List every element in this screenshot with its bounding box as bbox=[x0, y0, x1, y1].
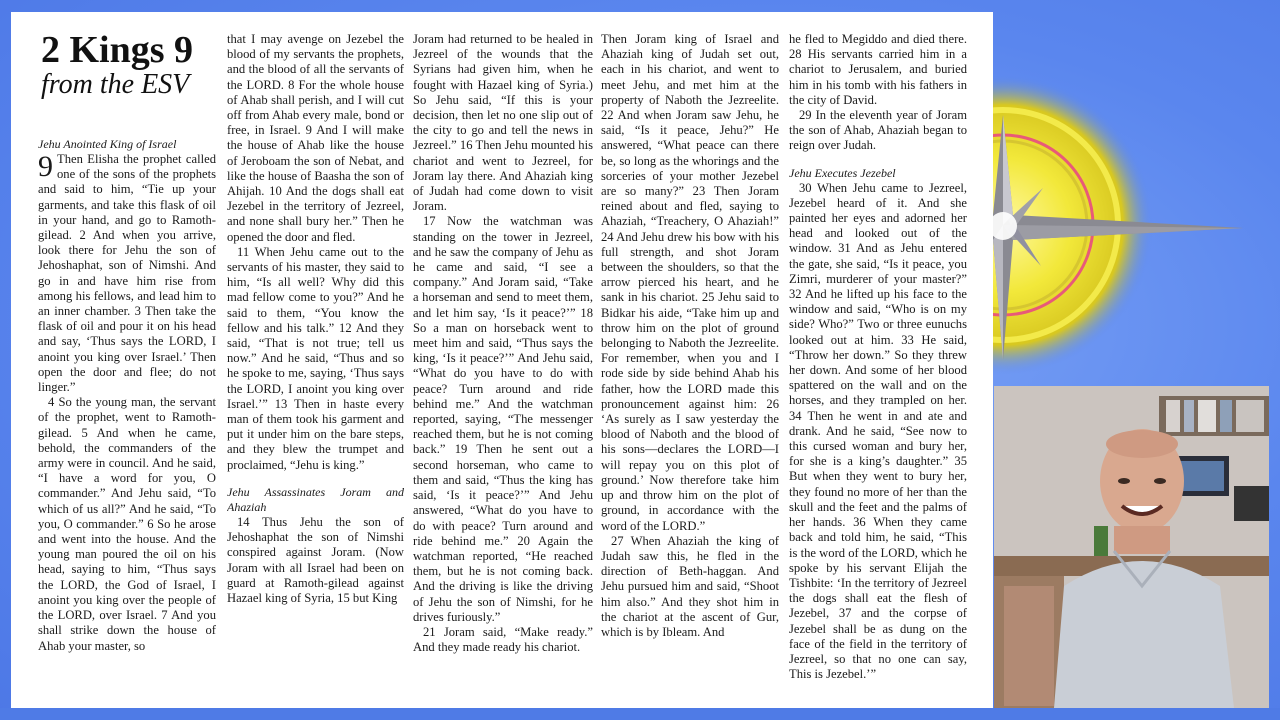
paragraph: that I may avenge on Jezebel the blood of my servants the prophets, and the blood of all the servants of the LORD. 8 For the whole house of Ahab shall perish, and I will cut off from Ahab every male, bond or free, in Israel. 9 And I will make the house of Ahab like the house of Jeroboam the son of Nebat, and like the house of Baasha the son of Ahijah. 10 And the dogs shall eat Jezebel in the territory of Jezreel, and none shall bury her.” Then he opened the door and fled. bbox=[227, 32, 404, 244]
text-column-4 bbox=[601, 32, 779, 682]
paragraph: Joram had returned to be healed in Jezreel of the wounds that the Syrians had given him, when he fought with Hazael king of Syria.) So Jehu said, “If this is your decision, then let no one slip out of the city to go and tell the news in Jezreel.” 16 Then Jehu mounted his chariot and went to Jezreel, for Joram lay there. And Ahaziah king of Judah had come down to visit Joram. bbox=[413, 32, 593, 214]
paragraph: Then Joram king of Israel and Ahaziah king of Judah set out, each in his chariot, and went to meet Jehu, and met him at the property of Naboth the Jezreelite. 22 And when Joram saw Jehu, he said, “Is it peace, Jehu?” He answered, “What peace can there be, so long as the whorings and the sorceries of your mother Jezebel are so many?” 23 Then Joram reined about and fled, saying to Ahaziah, “Treachery, O Ahaziah!” 24 And Jehu drew his bow with his full strength, and shot Joram between the shoulders, so that the arrow pierced his heart, and he sank in his chariot. 25 Jehu said to Bidkar his aide, “Take him up and throw him on the plot of ground belonging to Naboth the Jezreelite. For remember, when you and I rode side by side behind Ahab his father, how the LORD made this pronouncement against him: 26 ‘As surely as I saw yesterday the blood of Naboth and the blood of his sons—declares the LORD—I will repay you on this plot of ground.’ Now therefore take him up and throw him on the plot of ground, in accordance with the word of the LORD.” bbox=[601, 32, 779, 533]
paragraph: 14 Thus Jehu the son of Jehoshaphat the son of Nimshi conspired against Joram. (Now Joram with all Israel had been on guard at Ramoth-gilead against Hazael king of Syria, 15 but King bbox=[227, 514, 404, 605]
section-heading: Jehu Executes Jezebel bbox=[789, 165, 896, 180]
paragraph: 27 When Ahaziah the king of Judah saw this, he fled in the direction of Beth-haggan. And Jehu pursued him and said, “Shoot him also.” And they shot him in the chariot at the ascent of Gur, which is by Ibleam. And bbox=[601, 533, 779, 639]
title-block bbox=[41, 30, 221, 100]
paragraph: he fled to Megiddo and died there. 28 His servants carried him in a chariot to Jerusalem, and buried him in his tomb with his fathers in the city of David. bbox=[789, 32, 967, 107]
chapter-number: 9 bbox=[38, 150, 53, 183]
text-column-3 bbox=[413, 32, 593, 682]
paragraph: 17 Now the watchman was standing on the tower in Jezreel, and he saw the company of Jehu as he came and said, “I see a company.” And Joram said, “Take a horseman and send to meet them, and let him say, ‘Is it peace?’” 18 So a man on horseback went to meet him and said, “Thus says the king, ‘Is it peace?’” And Jehu said, “What do you have to do with peace? Turn around and ride behind me.” And the watchman reported, saying, “The messenger reached them, but he is not coming back.” 19 Then he sent out a second horseman, who came to them and said, “Thus the king has said, ‘Is it peace?’” And Jehu answered, “What do you have to do with peace? Turn around and ride behind me.” 20 Again the watchman reported, “He reached them, but he is not coming back. And the driving is like the driving of Jehu the son of Nimshi, for he drives furiously.” bbox=[413, 214, 593, 624]
paragraph: 30 When Jehu came to Jezreel, Jezebel heard of it. And she painted her eyes and adorned her head and looked out of the window. 31 And as Jehu entered the gate, she said, “Is it peace, you Zimri, murderer of your master?” 32 And he lifted up his face to the window and said, “Who is on my side? Who?” Two or three eunuchs looked out at him. 33 He said, “Throw her down.” So they threw her down. And some of her blood spattered on the wall and on the horses, and they trampled on her. 34 Then he went in and ate and drank. And he said, “See now to this cursed woman and bury her, for she is a king’s daughter.” 35 But when they went to bury her, they found no more of her than the skull and the feet and the palms of her hands. 36 When they came back and told him, he said, “This is the word of the LORD, which he spoke by his servant Elijah the Tishbite: ‘In the territory of Jezreel the dogs shall eat the flesh of Jezebel, 37 and the corpse of Jezebel shall be as dung on the face of the field in the territory of Jezreel, so that no one can say, This is Jezebel.’” bbox=[789, 180, 967, 682]
paragraph-text: Then Elisha the prophet called one of the sons of the prophets and said to him, “Tie up your garments, and take this flask of oil in your hand, and go to Ramoth-gilead. 2 And when you arrive, look there for Jehu the son of Jehoshaphat, son of Nimshi. And go in and have him rise from among his fellows, and lead him to an inner chamber. 3 Then take the flask of oil and pour it on his head and say, ‘Thus says the LORD, I anoint you king over Israel.’ Then open the door and flee; do not linger.” bbox=[38, 152, 216, 395]
section-heading: Jehu Anointed King of Israel bbox=[38, 137, 177, 151]
paragraph: 29 In the eleventh year of Joram the son of Ahab, Ahaziah began to reign over Judah. bbox=[789, 108, 967, 153]
page-subtitle: from the ESV bbox=[41, 69, 190, 100]
compass-rose-icon bbox=[993, 60, 1280, 390]
presenter-video-icon bbox=[994, 386, 1269, 708]
background-strip bbox=[0, 708, 1280, 720]
text-column-2 bbox=[227, 32, 404, 682]
text-column-5 bbox=[789, 32, 967, 682]
paragraph: 4 So the young man, the servant of the prophet, went to Ramoth-gilead. 5 And when he came, behold, the commanders of the army were in council. And he said, “I have a word for you, O commander.” And Jehu said, “To which of us all?” And he said, “To you, O commander.” 6 So he arose and went into the house. And the young man poured the oil on his head, saying to him, “Thus says the LORD, the God of Israel, I anoint you king over the people of the LORD, over Israel. 7 And you shall strike down the house of Ahab your master, so bbox=[38, 395, 216, 653]
page-title: 2 Kings 9 bbox=[41, 29, 194, 71]
paragraph bbox=[38, 152, 216, 395]
text-column-1 bbox=[38, 137, 216, 667]
paragraph: 21 Joram said, “Make ready.” And they made ready his chariot. bbox=[413, 624, 593, 655]
paragraph: 11 When Jehu came out to the servants of his master, they said to him, “Is all well? Why did this mad fellow come to you?” And he said to them, “You know the fellow and his talk.” 12 And they said, “That is not true; tell us now.” And he said, “Thus and so he spoke to me, saying, ‘Thus says the LORD, I anoint you king over Israel.’” 13 Then in haste every man of them took his garment and put it under him on the bare steps, and they blew the trumpet and proclaimed, “Jehu is king.” bbox=[227, 244, 404, 472]
section-heading: Jehu Assassinates Joram and Ahaziah bbox=[227, 484, 404, 514]
document-page bbox=[11, 12, 993, 710]
